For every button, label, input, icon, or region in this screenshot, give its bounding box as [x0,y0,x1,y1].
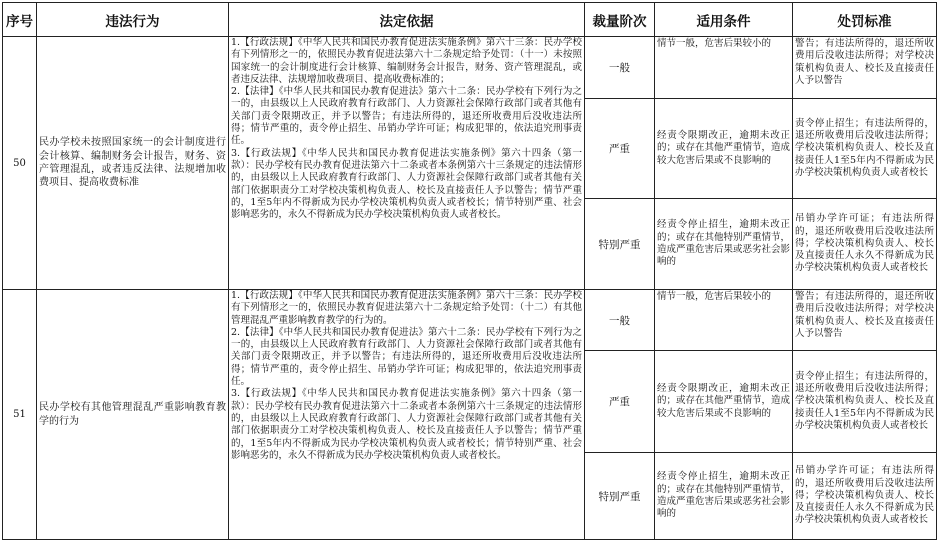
legal-basis-clause: 3.【行政法规】《中华人民共和国民办教育促进法实施条例》第六十四条（第一款）：民办学校有民办教育促进法第六十二条或者本条例第六十三条规定的违法情形的，由县级以上人民政府教育行政部门、人力资源社会保障行政部门或者其他有关部门依据职责分工对学校决策机构负责人、校长及直接责任人予以警告；情节严重的，1至5年内不得新成为民办学校决策机构负责人或者校长；情节特别严重、社会影响恶劣的，永久不得新成为民办学校决策机构负责人或者校长。 [231,388,582,461]
legal-basis-clause: 1.【行政法规】《中华人民共和国民办教育促进法实施条例》第六十三条：民办学校有下列情形之一的，依照民办教育促进法第六十二条规定给予处罚：（十一）未按照国家统一的会计制度进行会计核算、编制财务会计报告，财务、资产管理混乱，或者违反法律、法规增加收费项目、提高收费标准的； [231,37,582,85]
violation-description: 民办学校有其他管理混乱严重影响教育教学的行为 [37,290,229,540]
penalty-standard: 吊销办学许可证；有违法所得的，退还所收费用后没收违法所得；学校决策机构负责人、校长及直接责任人永久不得新成为民办学校决策机构负责人或者校长 [793,199,937,290]
header-level: 裁量阶次 [585,3,655,37]
penalty-standard: 警告；有违法所得的，退还所收费用后没收违法所得；对学校决策机构负责人、校长及直接责任人予以警告 [793,37,937,99]
applicable-condition: 经责令限期改正，逾期未改正的；或存在其他严重情节，造成较大危害后果或不良影响的 [655,351,793,453]
applicable-condition: 经责令停止招生，逾期未改正的；或存在其他特别严重情节，造成严重危害后果或恶劣社会影响的 [655,199,793,290]
penalty-standard: 吊销办学许可证；有违法所得的，退还所收费用后没收违法所得；学校决策机构负责人、校长及直接责任人永久不得新成为民办学校决策机构负责人或者校长 [793,453,937,540]
discretion-level: 一般 [585,290,655,351]
header-condition: 适用条件 [655,3,793,37]
header-act: 违法行为 [37,3,229,37]
row-number: 51 [3,290,37,540]
legal-basis [229,37,585,290]
penalty-standard: 责令停止招生；有违法所得的，退还所收费用后没收违法所得；学校决策机构负责人、校长及直接责任人1至5年内不得新成为民办学校决策机构负责人或者校长 [793,351,937,453]
header-basis: 法定依据 [229,3,585,37]
legal-basis-clause: 3.【行政法规】《中华人民共和国民办教育促进法实施条例》第六十四条（第一款）：民办学校有民办教育促进法第六十二条或者本条例第六十三条规定的违法情形的，由县级以上人民政府教育行政部门、人力资源社会保障行政部门或者其他有关部门依据职责分工对学校决策机构负责人、校长及直接责任人予以警告；情节严重的，1至5年内不得新成为民办学校决策机构负责人或者校长；情节特别严重、社会影响恶劣的，永久不得新成为民办学校决策机构负责人或者校长。 [231,147,582,221]
legal-basis-clause: 2.【法律】《中华人民共和国民办教育促进法》第六十二条：民办学校有下列行为之一的，由县级以上人民政府教育行政部门、人力资源社会保障行政部门或者其他有关部门责令限期改正，并予以警告；有违法所得的，退还所收费用后没收违法所得；情节严重的，责令停止招生、吊销办学许可证；构成犯罪的，依法追究刑事责任。 [231,326,582,388]
discretion-level: 严重 [585,351,655,453]
violation-description: 民办学校未按照国家统一的会计制度进行会计核算、编制财务会计报告，财务、资产管理混乱，或者违反法律、法规增加收费项目、提高收费标准 [37,37,229,290]
legal-basis-clause: 1.【行政法规】《中华人民共和国民办教育促进法实施条例》第六十三条：民办学校有下列情形之一的，依照民办教育促进法第六十二条规定给予处罚：（十二）有其他管理混乱严重影响教育教学的行为的。 [231,290,582,326]
header-no: 序号 [3,3,37,37]
discretion-level: 一般 [585,37,655,99]
discretion-level: 特别严重 [585,453,655,540]
applicable-condition: 经责令限期改正，逾期未改正的；或存在其他严重情节，造成较大危害后果或不良影响的 [655,99,793,199]
legal-basis [229,290,585,540]
penalty-standard: 责令停止招生；有违法所得的，退还所收费用后没收违法所得；学校决策机构负责人、校长及直接责任人1至5年内不得新成为民办学校决策机构负责人或者校长 [793,99,937,199]
legal-basis-clause: 2.【法律】《中华人民共和国民办教育促进法》第六十二条：民办学校有下列行为之一的，由县级以上人民政府教育行政部门、人力资源社会保障行政部门或者其他有关部门责令限期改正，并予以警告；有违法所得的，退还所收费用后没收违法所得；情节严重的，责令停止招生、吊销办学许可证；构成犯罪的，依法追究刑事责任。 [231,86,582,147]
table-row [3,290,937,351]
applicable-condition: 情节一般，危害后果较小的 [655,290,793,351]
applicable-condition: 经责令停止招生，逾期未改正的；或存在其他特别严重情节，造成严重危害后果或恶劣社会影响的 [655,453,793,540]
penalty-standards-table [2,2,937,540]
table-header-row [3,3,937,37]
discretion-level: 严重 [585,99,655,199]
table-row [3,37,937,99]
penalty-standard: 警告；有违法所得的，退还所收费用后没收违法所得；对学校决策机构负责人、校长及直接责任人予以警告 [793,290,937,351]
header-penalty: 处罚标准 [793,3,937,37]
discretion-level: 特别严重 [585,199,655,290]
applicable-condition: 情节一般，危害后果较小的 [655,37,793,99]
row-number: 50 [3,37,37,290]
